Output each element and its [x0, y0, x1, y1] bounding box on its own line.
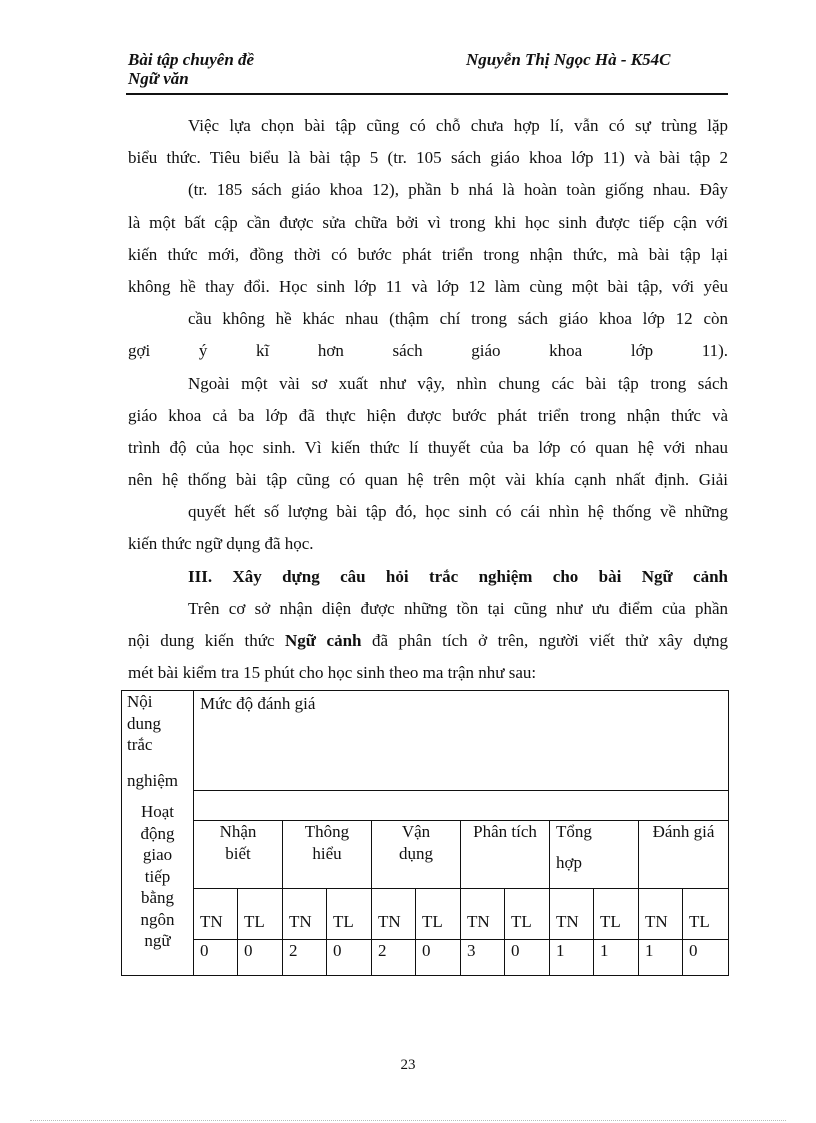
- value-cell: 3: [461, 940, 505, 976]
- row-header-line: Nội: [127, 692, 153, 711]
- paragraph-line: quyết hết số lượng bài tập đó, học sinh có cái nhìn hệ thống về những: [188, 502, 728, 522]
- paragraph-line: là một bất cập cần được sửa chữa bởi vì trong khi học sinh được tiếp cận với: [128, 212, 728, 232]
- row-header-line: giao: [142, 845, 173, 864]
- body-text: [128, 110, 728, 689]
- paragraph-line: trình độ của học sinh. Vì kiến thức lí thuyết của ba lớp có quan hệ với nhau: [128, 437, 728, 457]
- header-rule: [126, 93, 728, 95]
- sub-header-tn: TN: [194, 889, 238, 940]
- sub-header-tl: TL: [327, 889, 372, 940]
- level-header-danh-gia: [639, 821, 729, 889]
- empty-cell: [194, 791, 729, 821]
- level-line: hợp: [556, 853, 582, 872]
- value-cell: 0: [238, 940, 283, 976]
- paragraph-line: kiến thức ngữ dụng đã học.: [128, 534, 314, 554]
- level-line: Tổng: [556, 822, 592, 841]
- level-line: Đánh giá: [652, 822, 715, 841]
- row-header-line: Hoạt: [140, 802, 175, 821]
- value-cell: 1: [550, 940, 594, 976]
- row-header-line: trắc: [127, 735, 153, 754]
- page-bottom-border: [30, 1120, 786, 1121]
- sub-header-tn: TN: [550, 889, 594, 940]
- term-ngu-canh: Ngữ cảnh: [285, 631, 362, 650]
- value-cell: 2: [372, 940, 416, 976]
- row-header-line: nghiệm: [127, 770, 178, 790]
- sub-header-tn: TN: [372, 889, 416, 940]
- row-header-line: tiếp: [144, 866, 171, 886]
- value-cell: 0: [416, 940, 461, 976]
- paragraph-line: Việc lựa chọn bài tập cũng có chỗ chưa hợp lí, vẫn có sự trùng lặp: [188, 116, 728, 135]
- row-header-line: động: [140, 823, 175, 843]
- text-run: đã phân tích ở trên, người viết thử xây dựng: [361, 631, 728, 650]
- level-header-van-dung: [372, 821, 461, 889]
- value-cell: 0: [683, 940, 729, 976]
- header-author: Nguyễn Thị Ngọc Hà - K54C: [466, 50, 671, 69]
- value-cell: 2: [283, 940, 327, 976]
- level-line: Vận: [401, 822, 431, 841]
- paragraph-line: Trên cơ sở nhận diện được những tồn tại cũng như ưu điểm của phần: [188, 598, 728, 618]
- paragraph-line: giáo khoa cả ba lớp đã thực hiện được bước phát triển trong nhận thức và: [128, 405, 728, 425]
- paragraph-line: gợi ý kĩ hơn sách giáo khoa lớp 11).: [128, 341, 728, 361]
- sub-header-tl: TL: [683, 889, 729, 940]
- value-cell: 0: [194, 940, 238, 976]
- paragraph-line: kiến thức mới, đồng thời có bước phát triển trong nhận thức, mà bài tập lại: [128, 244, 728, 264]
- paragraph-line: (tr. 185 sách giáo khoa 12), phần b nhá là hoàn toàn giống nhau. Đây: [188, 180, 728, 200]
- paragraph-line: mét bài kiểm tra 15 phút cho học sinh theo ma trận như sau:: [128, 663, 537, 683]
- sub-header-tn: TN: [639, 889, 683, 940]
- value-cell: 1: [594, 940, 639, 976]
- section-heading: III. Xây dựng câu hỏi trắc nghiệm cho bài Ngữ cảnh: [188, 566, 728, 586]
- paragraph-line: biểu thức. Tiêu biểu là bài tập 5 (tr. 105 sách giáo khoa lớp 11) và bài tập 2: [128, 148, 728, 168]
- level-title-cell: [194, 691, 729, 791]
- level-line: hiểu: [312, 844, 342, 863]
- level-header-phan-tich: [461, 821, 550, 889]
- level-line: dụng: [399, 844, 433, 863]
- assessment-matrix-table: [121, 690, 729, 976]
- row-header-line: dung: [127, 713, 161, 733]
- value-cell: 0: [327, 940, 372, 976]
- row-header-line: ngôn: [140, 909, 175, 929]
- level-line: Nhận: [219, 822, 257, 841]
- sub-header-tl: TL: [416, 889, 461, 940]
- header-left: [128, 50, 254, 88]
- paragraph-line: Ngoài một vài sơ xuất như vậy, nhìn chung các bài tập trong sách: [188, 373, 728, 393]
- level-line: biết: [225, 844, 251, 863]
- text-run: nội dung kiến thức: [128, 631, 286, 650]
- level-line: Thông: [304, 822, 350, 841]
- paragraph-line: cầu không hề khác nhau (thậm chí trong sách giáo khoa lớp 12 còn: [188, 309, 728, 329]
- row-header-line: ngữ: [144, 931, 171, 950]
- row-header-cell: [122, 691, 194, 976]
- value-cell: 0: [505, 940, 550, 976]
- header-course-line2: Ngữ văn: [128, 69, 189, 88]
- level-header-nhan-biet: [194, 821, 283, 889]
- level-title: Mức độ đánh giá: [200, 694, 316, 713]
- sub-header-tn: TN: [283, 889, 327, 940]
- value-cell: 1: [639, 940, 683, 976]
- sub-header-tl: TL: [505, 889, 550, 940]
- level-line: Phân tích: [473, 822, 537, 841]
- paragraph-line: không hề thay đổi. Học sinh lớp 11 và lớp 12 làm cùng một bài tập, với yêu: [128, 276, 728, 296]
- header-course-line1: Bài tập chuyên đề: [128, 50, 255, 69]
- sub-header-tl: TL: [238, 889, 283, 940]
- row-header-line: bằng: [140, 888, 175, 907]
- paragraph-line-mixed: [128, 625, 728, 657]
- level-header-tong-hop: [550, 821, 639, 889]
- sub-header-tl: TL: [594, 889, 639, 940]
- sub-header-tn: TN: [461, 889, 505, 940]
- level-header-thong-hieu: [283, 821, 372, 889]
- page-number: 23: [400, 1057, 416, 1073]
- paragraph-line: nên hệ thống bài tập cũng có quan hệ trên một vài khía cạnh nhất định. Giải: [128, 470, 728, 490]
